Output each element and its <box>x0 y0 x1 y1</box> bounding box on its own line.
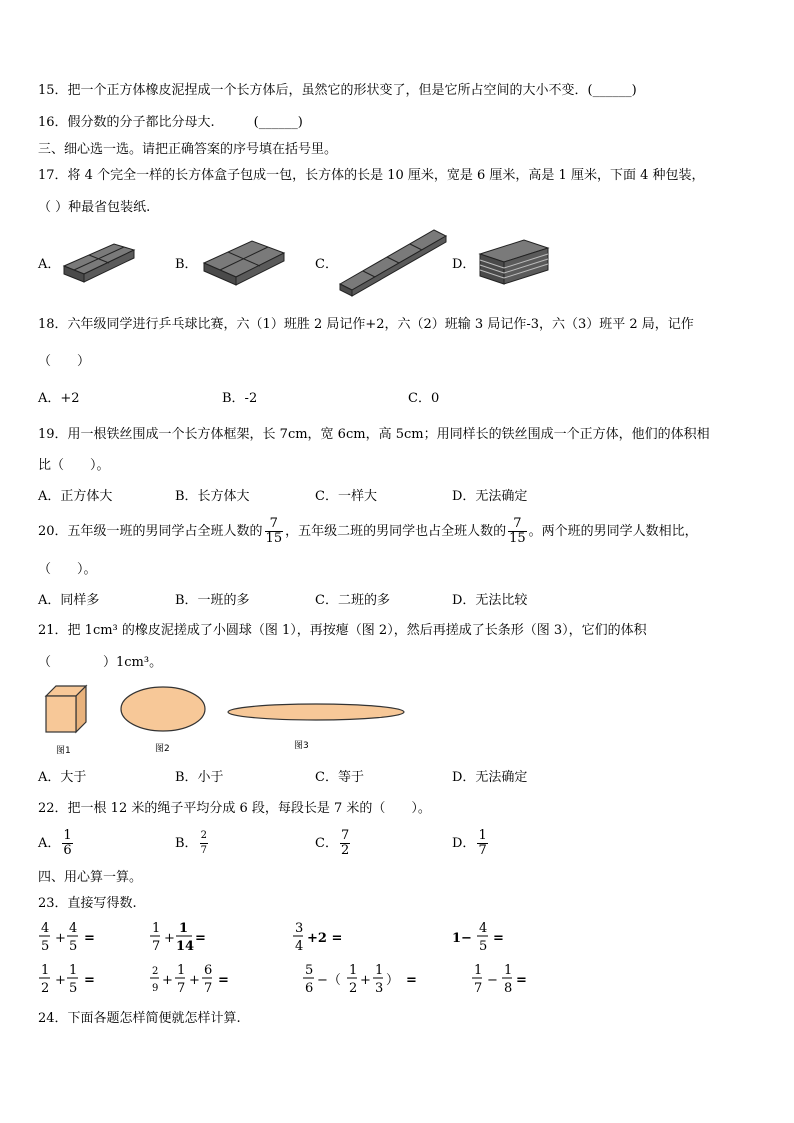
svg-text:1: 1 <box>69 963 78 978</box>
svg-text:+: + <box>55 973 66 988</box>
svg-text:9: 9 <box>152 983 159 994</box>
svg-text:3: 3 <box>375 981 384 996</box>
q18-option-a: A．+2 <box>38 391 80 406</box>
svg-text:5: 5 <box>69 939 78 954</box>
svg-text:）: ） <box>386 973 400 988</box>
q22-option-c-label: C． <box>315 836 338 851</box>
q20-fraction-2 <box>508 517 527 546</box>
question-20-line2: （ ）。 <box>38 562 97 577</box>
q20-text-3: 。两个班的男同学人数相比， <box>528 524 698 539</box>
svg-text:1: 1 <box>179 921 189 936</box>
svg-text:+2 =: +2 = <box>307 931 343 946</box>
question-15: 15．把一个正方体橡皮泥捏成一个长方体后，虽然它的形状变了，但是它所占空间的大小不变．(______) <box>38 83 637 98</box>
svg-text:=: = <box>493 931 504 946</box>
svg-text:=: = <box>406 973 417 988</box>
svg-text:+: + <box>360 973 371 988</box>
q21-option-c: C．等于 <box>315 770 364 785</box>
svg-text:=: = <box>218 973 229 988</box>
svg-text:2: 2 <box>41 981 50 996</box>
svg-text:+: + <box>162 973 173 988</box>
q21-option-d: D．无法确定 <box>452 770 528 785</box>
q20-fraction-1-denominator: 15 <box>265 531 283 546</box>
question-17-line1: 17．将 4 个完全一样的长方体盒子包成一包，长方体的长是 10 厘米，宽是 6 厘米，高是 1 厘米，下面 4 种包装， <box>38 168 705 183</box>
q17-figure-c <box>338 226 450 298</box>
q20-fraction-1 <box>265 517 284 546</box>
q22-option-a-numerator: 1 <box>63 828 72 843</box>
svg-text:+: + <box>164 931 175 946</box>
question-17-line2: （ ）种最省包装纸. <box>38 200 151 215</box>
clay-flat-disc-figure <box>118 684 208 734</box>
q17-option-d: D． <box>452 257 476 272</box>
svg-text:1: 1 <box>152 921 161 936</box>
svg-text:1: 1 <box>375 963 384 978</box>
svg-text:6: 6 <box>204 963 213 978</box>
q17-option-a: A． <box>38 257 61 272</box>
q20-fraction-2-denominator: 15 <box>509 531 526 546</box>
question-24: 24．下面各题怎样简便就怎样计算. <box>38 1011 241 1026</box>
svg-text:1: 1 <box>349 963 358 978</box>
q22-option-d-fraction <box>477 829 487 858</box>
section-3-heading: 三、细心选一选。请把正确答案的序号填在括号里。 <box>38 142 338 157</box>
q22-option-c-fraction <box>340 829 350 858</box>
q22-option-b-label: B． <box>175 836 198 851</box>
q22-option-b-numerator: 2 <box>200 829 208 844</box>
svg-text:−（: −（ <box>317 973 341 988</box>
q17-figure-b <box>202 233 288 289</box>
q20-fraction-2-numerator: 7 <box>508 517 527 532</box>
svg-text:8: 8 <box>504 981 513 996</box>
svg-text:1: 1 <box>41 963 50 978</box>
q22-option-d-numerator: 1 <box>478 828 487 843</box>
expr-8 <box>472 963 527 996</box>
q19-option-b: B．长方体大 <box>175 489 250 504</box>
q20-text-1: 20．五年级一班的男同学占全班人数的 <box>38 524 263 539</box>
q18-option-c: C．0 <box>408 391 440 406</box>
svg-text:5: 5 <box>305 963 314 978</box>
q22-option-a-denominator: 6 <box>63 843 72 858</box>
clay-cube-figure <box>44 684 90 734</box>
question-21-line1: 21．把 1cm³ 的橡皮泥搓成了小圆球（图 1），再按瘪（图 2），然后再搓成了长条形（图 3），它们的体积 <box>38 623 647 638</box>
q22-option-a-label: A． <box>38 836 61 851</box>
q18-option-b: B．-2 <box>222 391 258 406</box>
question-22: 22．把一根 12 米的绳子平均分成 6 段，每段长是 7 米的（ ）。 <box>38 801 431 816</box>
question-19-line1: 19．用一根铁丝围成一个长方体框架，长 7cm，宽 6cm，高 5cm；用同样长的铁丝围成一个正方体，他们的体积相 <box>38 427 710 442</box>
svg-text:1: 1 <box>177 963 186 978</box>
question-19-line2: 比（ ）。 <box>38 458 110 473</box>
q22-option-a-fraction <box>62 829 72 858</box>
svg-text:6: 6 <box>305 981 314 996</box>
svg-text:=: = <box>195 931 206 946</box>
svg-text:5: 5 <box>479 939 488 954</box>
svg-text:4: 4 <box>41 921 50 936</box>
svg-text:=: = <box>516 973 527 988</box>
q19-option-c: C．一样大 <box>315 489 377 504</box>
svg-text:4: 4 <box>479 921 488 936</box>
svg-text:−: − <box>487 973 498 988</box>
expr-3 <box>293 921 342 954</box>
mental-math-expressions <box>38 918 558 1004</box>
q20-option-c: C．二班的多 <box>315 593 390 608</box>
svg-text:=: = <box>84 931 95 946</box>
svg-text:1: 1 <box>474 963 483 978</box>
q19-option-a: A．正方体大 <box>38 489 113 504</box>
expr-4 <box>452 921 504 954</box>
q17-option-c: C． <box>315 257 338 272</box>
q20-text-2: ，五年级二班的男同学也占全班人数的 <box>285 524 507 539</box>
q22-option-d <box>452 826 490 862</box>
question-18-line2: （ ） <box>38 354 91 369</box>
q20-option-b: B．一班的多 <box>175 593 250 608</box>
svg-text:5: 5 <box>69 981 78 996</box>
svg-text:4: 4 <box>295 939 304 954</box>
q22-option-d-label: D． <box>452 836 476 851</box>
q22-option-c <box>315 826 352 862</box>
svg-text:5: 5 <box>41 939 50 954</box>
svg-text:7: 7 <box>474 981 483 996</box>
svg-text:7: 7 <box>177 981 186 996</box>
q21-option-b: B．小于 <box>175 770 224 785</box>
section-4-heading: 四、用心算一算。 <box>38 870 143 885</box>
clay-strip-figure <box>224 700 408 724</box>
svg-text:=: = <box>84 973 95 988</box>
svg-text:1: 1 <box>504 963 513 978</box>
svg-text:3: 3 <box>295 921 304 936</box>
svg-text:2: 2 <box>152 966 159 977</box>
question-21-line2: （ ）1cm³。 <box>38 655 163 670</box>
q20-option-a: A．同样多 <box>38 593 100 608</box>
q20-fraction-1-numerator: 7 <box>265 517 284 532</box>
expr-7 <box>303 963 417 996</box>
svg-text:2: 2 <box>349 981 358 996</box>
svg-text:+: + <box>189 973 200 988</box>
q22-option-d-denominator: 7 <box>478 843 487 858</box>
expr-1 <box>39 921 95 954</box>
q22-option-b <box>175 826 210 862</box>
figure-1-caption: 图1 <box>56 746 71 756</box>
q22-option-a <box>38 826 75 862</box>
q22-option-c-denominator: 2 <box>340 843 350 858</box>
q22-option-b-fraction <box>200 829 208 858</box>
svg-text:7: 7 <box>152 939 161 954</box>
svg-text:4: 4 <box>69 921 78 936</box>
question-18-line1: 18．六年级同学进行乒乓球比赛，六（1）班胜 2 局记作+2，六（2）班输 3 局记作-3，六（3）班平 2 局，记作 <box>38 317 694 332</box>
q17-figure-d <box>478 238 552 288</box>
svg-text:14: 14 <box>176 939 195 954</box>
q17-option-b: B． <box>175 257 198 272</box>
expr-2 <box>150 921 206 954</box>
q19-option-d: D．无法确定 <box>452 489 528 504</box>
figure-3-caption: 图3 <box>294 741 309 751</box>
expr-6 <box>150 963 229 996</box>
q21-option-a: A．大于 <box>38 770 87 785</box>
q20-option-d: D．无法比较 <box>452 593 528 608</box>
question-16: 16．假分数的分子都比分母大. (______) <box>38 115 303 130</box>
svg-text:+: + <box>55 931 66 946</box>
figure-2-caption: 图2 <box>155 744 170 754</box>
question-23: 23．直接写得数. <box>38 896 137 911</box>
q22-option-b-denominator: 7 <box>200 845 207 856</box>
q22-option-c-numerator: 7 <box>340 828 350 843</box>
question-20-line1 <box>38 514 698 550</box>
expr-5 <box>39 963 95 996</box>
q17-figure-a <box>62 236 138 286</box>
svg-text:7: 7 <box>204 981 213 996</box>
svg-text:1−: 1− <box>452 931 472 946</box>
